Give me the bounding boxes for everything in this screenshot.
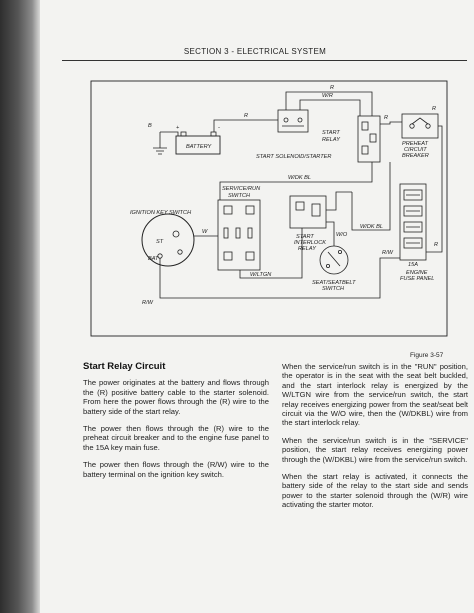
st-terminal-label: ST	[156, 239, 164, 245]
start-relay-label-2: RELAY	[322, 137, 340, 143]
wire-r-breaker-fuse	[426, 126, 442, 252]
header-rule	[62, 60, 467, 61]
service-run-switch-symbol	[218, 200, 260, 270]
interlock-relay-symbol	[290, 192, 352, 228]
section-header: SECTION 3 - ELECTRICAL SYSTEM	[183, 47, 327, 56]
preheat-label-3: BREAKER	[402, 153, 429, 159]
book-spine-shadow	[0, 0, 40, 613]
wire-w-dkbl-top-label: W/DK BL	[288, 175, 312, 181]
battery-minus-label: -	[218, 125, 220, 131]
manual-page	[40, 0, 474, 613]
wire-r-breaker-top-label: R	[432, 106, 437, 112]
left-paragraph: The power then flows through the (R) wire to the preheat circuit breaker and to the engine fuse panel to the 15A key main fuse.	[83, 424, 269, 452]
preheat-label-2: CIRCUIT	[404, 147, 427, 153]
left-paragraph: The power originates at the battery and flows through the (R) positive battery cable to the starter solenoid. From here the power flows through the (R) wire to the battery side of the start relay.	[83, 378, 269, 416]
battery-plus-label: +	[176, 125, 180, 131]
wire-w-r	[300, 100, 360, 116]
wire-r-w-right-label: R/W	[382, 250, 393, 256]
preheat-breaker-symbol	[402, 114, 438, 138]
wire-r-relay-label: R	[330, 85, 335, 91]
wire-w-ltgn	[240, 228, 302, 278]
right-paragraph: When the service/run switch is in the "SERVICE" position, the start relay receives energizing power through the (W/DKBL) wire from the service/run switch.	[282, 435, 468, 464]
wire-w-ltgn-label: W/LTGN	[250, 272, 272, 278]
ground-label: B	[148, 123, 152, 129]
battery-label: BATTERY	[186, 144, 212, 150]
engine-fuse-label-2: FUSE PANEL	[400, 276, 435, 282]
wire-w-dkbl-right	[352, 162, 390, 230]
section-heading: Start Relay Circuit	[83, 361, 166, 372]
left-text-column	[83, 362, 269, 487]
left-paragraph: The power then flows through the (R/W) wire to the battery terminal on the ignition key switch.	[83, 460, 269, 479]
ignition-switch-label: IGNITION KEY SWITCH	[130, 210, 192, 216]
fuse-15a-label: 15A	[408, 262, 418, 268]
start-relay-label-1: START	[322, 130, 340, 136]
wire-r-w-bottom-label: R/W	[142, 300, 153, 306]
wire-r-battery	[214, 120, 278, 132]
figure-label: Figure 3-57	[410, 352, 444, 359]
interlock-label-3: RELAY	[298, 246, 316, 252]
wire-r-battery-label: R	[244, 113, 249, 119]
wiring-diagram-svg	[90, 80, 448, 337]
interlock-label-2: INTERLOCK	[294, 240, 327, 246]
wire-r-to-breaker	[380, 122, 402, 124]
seat-switch-label-2: SWITCH	[322, 286, 345, 292]
wire-w-o	[326, 222, 334, 246]
wiring-diagram	[90, 80, 448, 337]
interlock-label-1: START	[296, 234, 314, 240]
wire-r-fuse-label: R	[434, 242, 439, 248]
right-text-column	[282, 362, 468, 518]
bat-terminal-label: BAT	[148, 256, 159, 262]
starter-solenoid-symbol	[278, 102, 308, 132]
right-paragraph: When the start relay is activated, it connects the battery side of the relay to the start side and sends power to the starter solenoid through the (W/R) wire activating the starter motor.	[282, 472, 468, 510]
seat-switch-symbol	[320, 246, 348, 274]
start-relay-symbol	[358, 116, 380, 162]
seat-switch-label-1: SEAT/SEATBELT	[312, 280, 356, 286]
wire-w-r-label: W/R	[322, 93, 333, 99]
battery-symbol	[176, 132, 220, 154]
service-run-label-1: SERVICE/RUN	[222, 186, 261, 192]
preheat-label-1: PREHEAT	[402, 141, 429, 147]
wire-w-dkbl-right-label: W/DK BL	[360, 224, 384, 230]
wire-w-o-label: W/O	[336, 232, 348, 238]
right-paragraph: When the service/run switch is in the "RUN" position, the operator is in the seat with the seat belt buckled, and the start interlock relay is energized by the W/LTGN wire from the service/run switch, the start relay receives energizing power from the seat/seat belt circuit via the W/O wire, then the (W/DKBL) wire from the start interlock relay.	[282, 362, 468, 428]
wire-w-label: W	[202, 229, 208, 235]
wire-r-breaker-label: R	[384, 115, 389, 121]
starter-solenoid-label: START SOLENOID/STARTER	[256, 154, 332, 160]
service-run-label-2: SWITCH	[228, 193, 251, 199]
engine-fuse-label-1: ENGINE	[406, 270, 428, 276]
engine-fuse-panel-symbol	[400, 184, 426, 260]
ground-symbol	[153, 132, 178, 154]
